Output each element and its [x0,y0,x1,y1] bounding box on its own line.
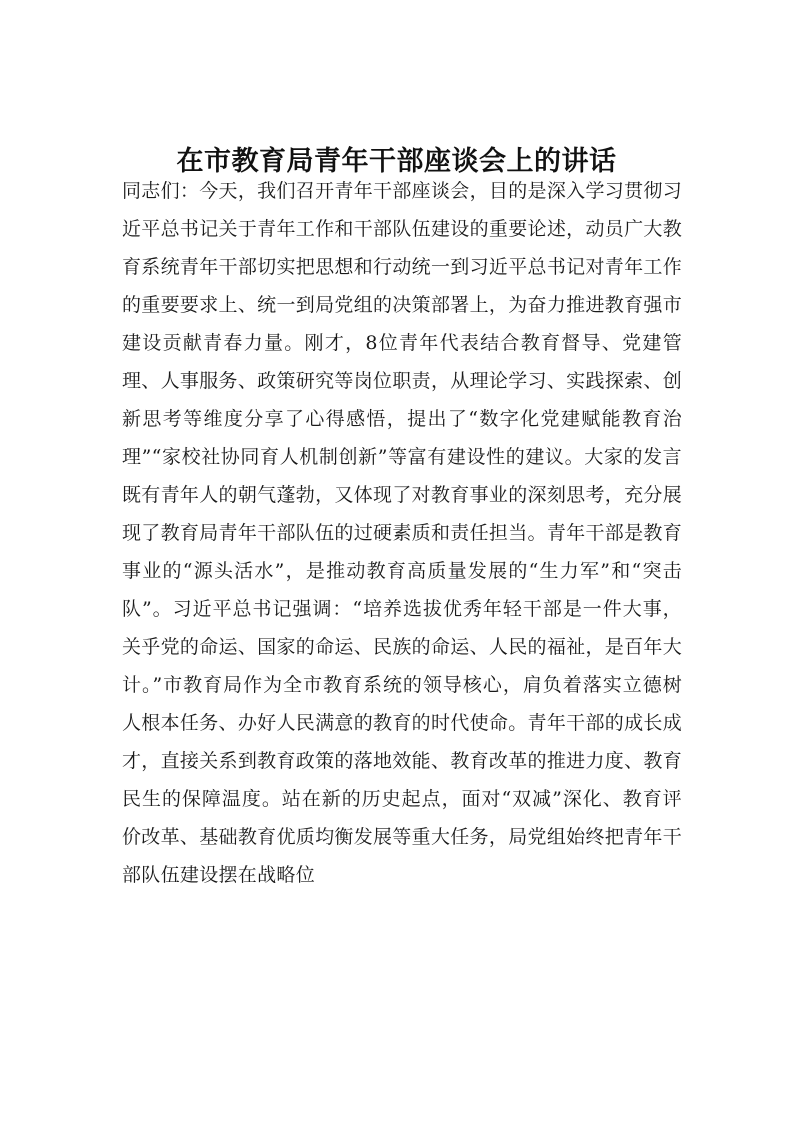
body-paragraph: 同志们：今天，我们召开青年干部座谈会，目的是深入学习贯彻习近平总书记关于青年工作和干部队伍建设的重要论述，动员广大教育系统青年干部切实把思想和行动统一到习近平总书记对青年工作的重要要求上、统一到局党组的决策部署上，为奋力推进教育强市建设贡献青春力量。刚才，8位青年代表结合教育督导、党建管理、人事服务、政策研究等岗位职责，从理论学习、实践探索、创新思考等维度分享了心得感悟，提出了“数字化党建赋能教育治理”“家校社协同育人机制创新”等富有建设性的建议。大家的发言既有青年人的朝气蓬勃，又体现了对教育事业的深刻思考，充分展现了教育局青年干部队伍的过硬素质和责任担当。青年干部是教育事业的“源头活水”，是推动教育高质量发展的“生力军”和“突击队”。习近平总书记强调：“培养选拔优秀年轻干部是一件大事，关乎党的命运、国家的命运、民族的命运、人民的福祉，是百年大计。”市教育局作为全市教育系统的领导核心，肩负着落实立德树人根本任务、办好人民满意的教育的时代使命。青年干部的成长成才，直接关系到教育政策的落地效能、教育改革的推进力度、教育民生的保障温度。站在新的历史起点，面对“双减”深化、教育评价改革、基础教育优质均衡发展等重大任务，局党组始终把青年干部队伍建设摆在战略位 [122,180,682,886]
document-title: 在市教育局青年干部座谈会上的讲话 [176,146,617,178]
